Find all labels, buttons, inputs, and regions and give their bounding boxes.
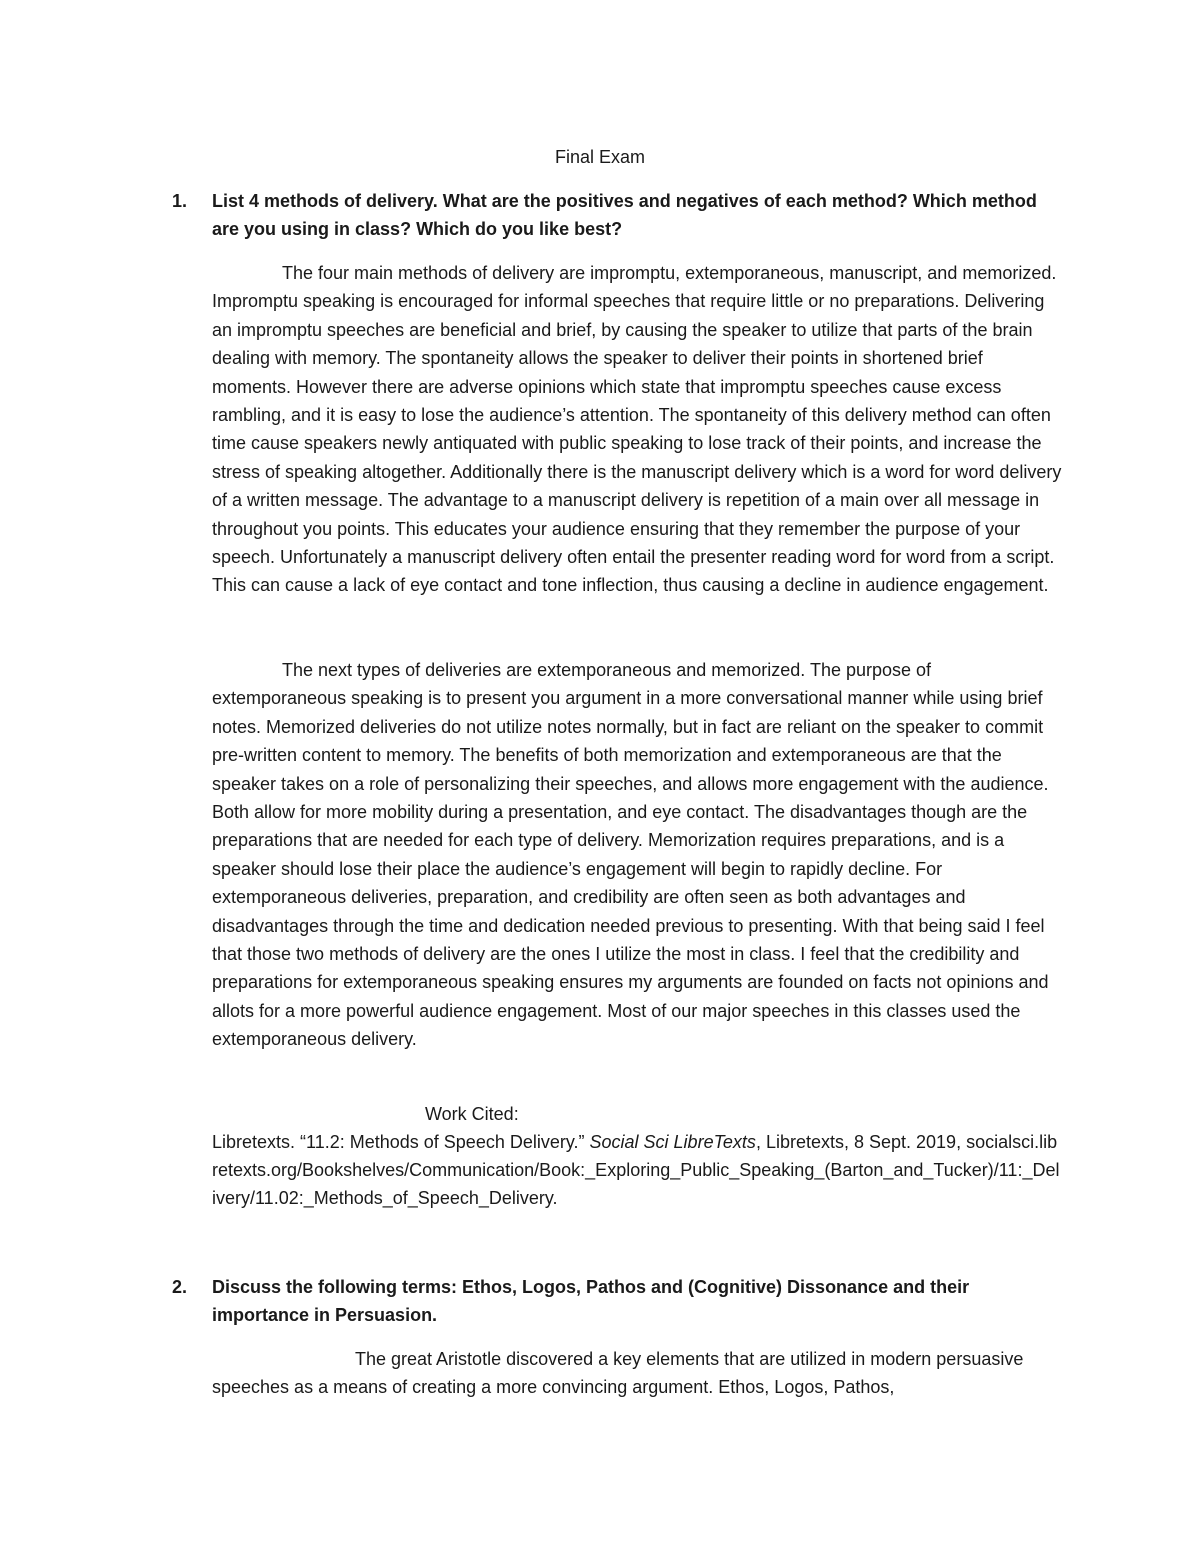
citation-details: , Libretexts, 8 Sept. 2019, socialsci.libretexts.org/Bookshelves/Communication/Book:_Exploring_Public_Speaking_(Barton_and_Tucker)/11:_Delivery/11.02:_Methods_of_Speech_Delivery. — [212, 1132, 1060, 1208]
question-text: Discuss the following terms: Ethos, Logos, Pathos and (Cognitive) Dissonance and their importance in Persuasion. — [212, 1277, 970, 1325]
answer-1-paragraph-2: The next types of deliveries are extemporaneous and memorized. The purpose of extemporaneous speaking is to present you argument in a more conversational manner while using brief notes. Memorized deliveries do not utilize notes normally, but in fact are reliant on the speaker to commit pre-written content to memory. The benefits of both memorization and extemporaneous are that the speaker takes on a role of personalizing their speeches, and allows more engagement with the audience. Both allow for more mobility during a presentation, and eye contact. The disadvantages though are the preparations that are needed for each type of delivery. Memorization requires preparations, and is a speaker should lose their place the audience’s engagement will begin to rapidly decline. For extemporaneous deliveries, preparation, and credibility are often seen as both advantages and disadvantages through the time and dedication needed previous to presenting. With that being said I feel that those two methods of delivery are the ones I utilize the most in class. I feel that the credibility and preparations for extemporaneous speaking ensures my arguments are founded on facts not opinions and allots for a more powerful audience engagement. Most of our major speeches in this classes used the extemporaneous delivery. — [212, 660, 1049, 1050]
citation-source-title: Social Sci LibreTexts — [589, 1132, 756, 1152]
question-text: List 4 methods of delivery. What are the positives and negatives of each method? Which method are you using in class? Which do you like best? — [212, 191, 1037, 239]
question-number: 1. — [172, 191, 188, 211]
document-title: Final Exam — [554, 147, 646, 167]
answer-2-paragraph-1: The great Aristotle discovered a key elements that are utilized in modern persuasive speeches as a means of creating a more convincing argument. Ethos, Logos, Pathos, — [212, 1349, 1024, 1398]
work-cited-citation — [212, 1128, 1062, 1212]
question-2 — [172, 1273, 1042, 1333]
question-1 — [172, 187, 1042, 247]
question-number: 2. — [172, 1277, 188, 1297]
answer-1-paragraph-1: The four main methods of delivery are impromptu, extemporaneous, manuscript, and memorized. Impromptu speaking is encouraged for informal speeches that require little or no preparations. Delivering an impromptu speeches are beneficial and brief, by causing the speaker to utilize that parts of the brain dealing with memory. The spontaneity allows the speaker to deliver their points in shortened brief moments. However there are adverse opinions which state that impromptu speeches cause excess rambling, and it is easy to lose the audience’s attention. The spontaneity of this delivery method can often time cause speakers newly antiquated with public speaking to lose track of their points, and increase the stress of speaking altogether. Additionally there is the manuscript delivery which is a word for word delivery of a written message. The advantage to a manuscript delivery is repetition of a main over all message in throughout you points. This educates your audience ensuring that they remember the purpose of your speech. Unfortunately a manuscript delivery often entail the presenter reading word for word from a script. This can cause a lack of eye contact and tone inflection, thus causing a decline in audience engagement. — [212, 263, 1062, 596]
citation-text: Libretexts. “11.2: Methods of Speech Delivery.” — [212, 1132, 590, 1152]
work-cited-heading: Work Cited: — [425, 1104, 519, 1124]
